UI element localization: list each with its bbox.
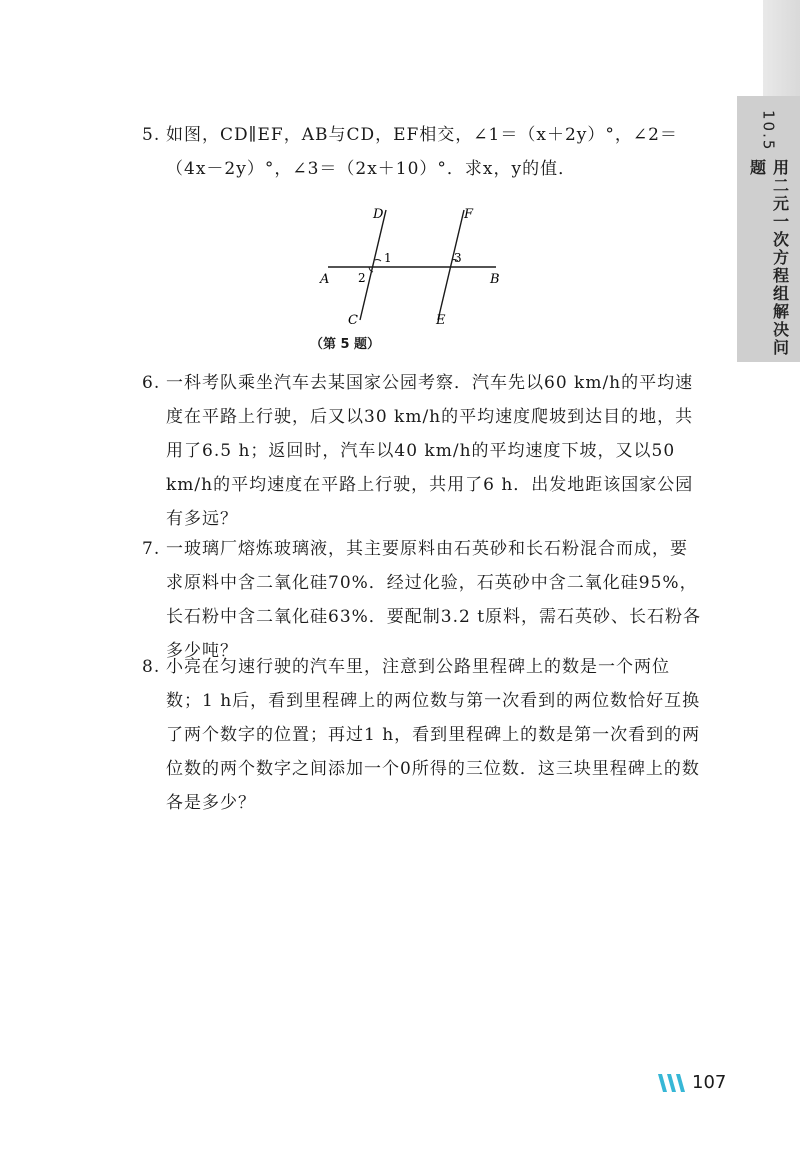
problem-7 (142, 532, 702, 668)
section-number: 10.5 (759, 110, 778, 152)
label-angle-1: 1 (384, 251, 392, 265)
section-side-tab (737, 96, 800, 362)
problem-text: 如图，CD∥EF，AB与CD，EF相交，∠1＝（x＋2y）°，∠2＝（4x－2y）°，∠3＝（2x＋10）°．求x，y的值． (166, 125, 678, 179)
label-a: A (320, 272, 330, 287)
label-angle-2: 2 (358, 271, 366, 285)
problem-text: 小亮在匀速行驶的汽车里，注意到公路里程碑上的数是一个两位数；1 h后，看到里程碑上的两位数与第一次看到的两位数恰好互换了两个数字的位置；再过1 h，看到里程碑上的数是第一次看到的两位数的两个数字之间添加一个0所得的三位数．这三块里程碑上的数各是多少？ (166, 657, 701, 813)
problem-text: 一科考队乘坐汽车去某国家公园考察．汽车先以60 km/h的平均速度在平路上行驶，后又以30 km/h的平均速度爬坡到达目的地，共用了6.5 h；返回时，汽车以40 km/h的平均速度下坡，又以50 km/h的平均速度在平路上行驶，共用了6 h．出发地距该国家公园有多远？ (166, 373, 694, 529)
page-number-text: 107 (692, 1072, 727, 1093)
label-d: D (373, 207, 384, 222)
label-b: B (490, 272, 500, 287)
page-number (658, 1072, 726, 1093)
label-e: E (436, 313, 446, 328)
label-f: F (464, 207, 474, 222)
problem-number: 6. (142, 373, 161, 393)
angle-1-arc (375, 260, 381, 261)
problem-6 (142, 366, 702, 536)
problem-8 (142, 650, 702, 820)
problem-5 (142, 118, 702, 186)
problem-number: 5. (142, 125, 161, 145)
top-corner-accent (763, 0, 800, 96)
label-angle-3: 3 (454, 251, 462, 265)
line-cd (360, 210, 386, 320)
figure-caption: （第 5 题） (309, 337, 381, 352)
line-ef (438, 210, 464, 320)
problem-number: 7. (142, 539, 161, 559)
label-c: C (348, 313, 358, 328)
problem-text: 一玻璃厂熔炼玻璃液，其主要原料由石英砂和长石粉混合而成，要求原料中含二氧化硅70%．经过化验，石英砂中含二氧化硅95%，长石粉中含二氧化硅63%．要配制3.2 t原料，需石英砂、长石粉各多少吨？ (166, 539, 702, 661)
problem-5-figure (318, 200, 508, 335)
page-stripes-icon (658, 1074, 688, 1092)
problem-number: 8. (142, 657, 161, 677)
section-title: 用二元一次方程组解决问题 (747, 159, 790, 358)
